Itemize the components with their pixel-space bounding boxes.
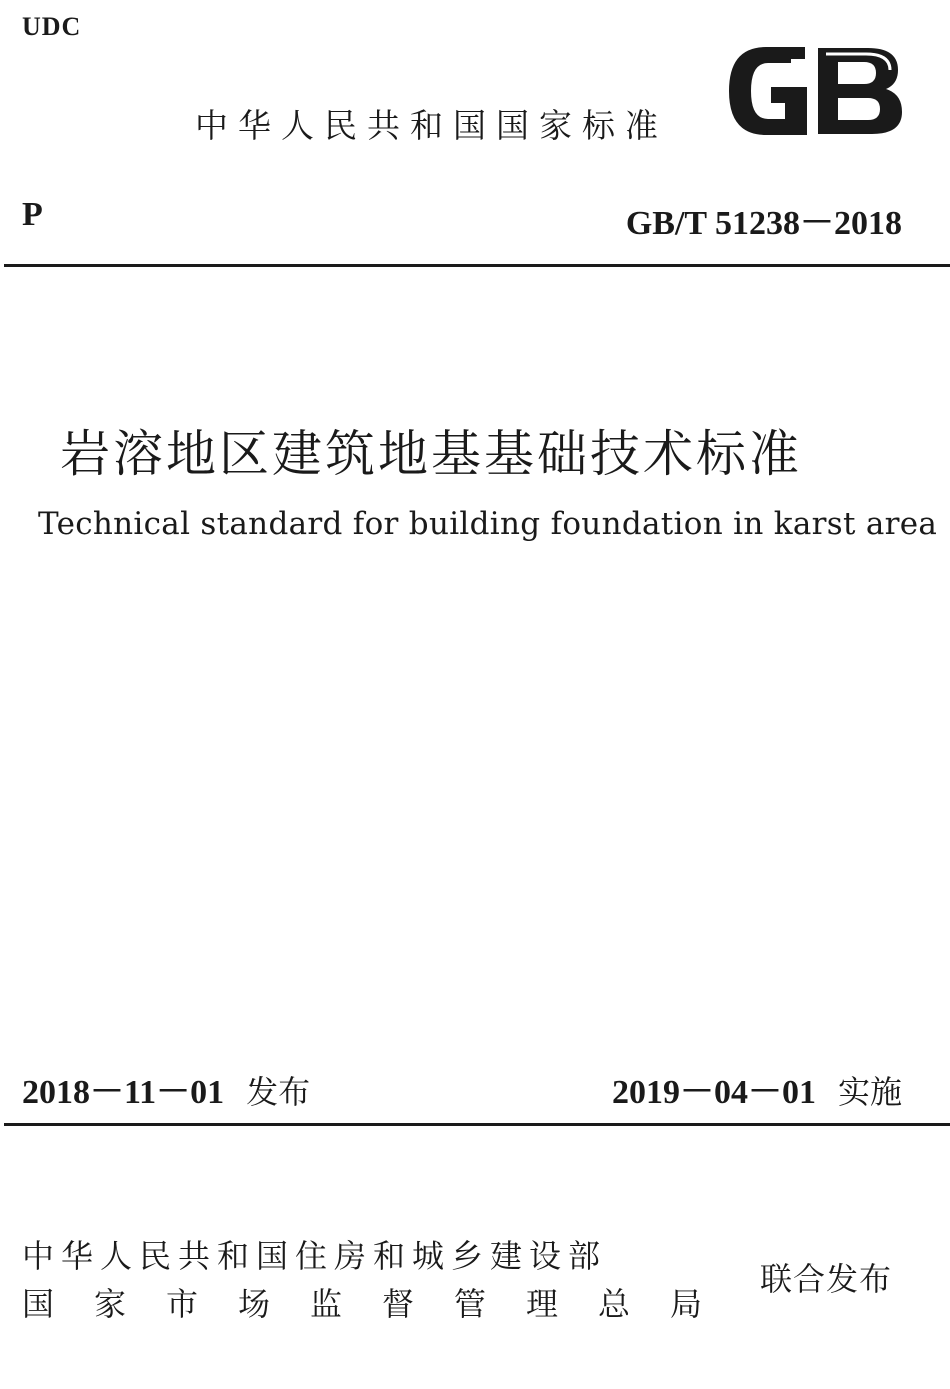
title-chinese: 岩溶地区建筑地基基础技术标准: [60, 425, 802, 483]
joint-release-label: 联合发布: [760, 1260, 893, 1298]
implementation-date: 2019－04－01: [611, 1074, 816, 1111]
issuer-ministry: 中华人民共和国住房和城乡建设部: [22, 1237, 608, 1275]
issue-date-block: [22, 1064, 310, 1113]
classification-code: P: [22, 196, 43, 233]
top-divider: [4, 264, 950, 267]
gb-logo: [726, 44, 906, 138]
bottom-divider: [4, 1123, 950, 1126]
udc-label: UDC: [22, 12, 82, 41]
issue-label: 发布: [246, 1073, 311, 1111]
issue-date: 2018－11－01: [22, 1074, 225, 1111]
implementation-date-block: [612, 1064, 902, 1113]
issuing-authorities: [22, 1232, 742, 1328]
standard-number: GB/T 51238－2018: [625, 205, 902, 242]
implementation-label: 实施: [837, 1073, 902, 1111]
national-standard-heading: 中华人民共和国国家标准: [195, 106, 668, 145]
title-english: Technical standard for building foundation in karst area: [38, 506, 938, 542]
issuer-administration: 国家市场监督管理总局: [22, 1285, 743, 1323]
